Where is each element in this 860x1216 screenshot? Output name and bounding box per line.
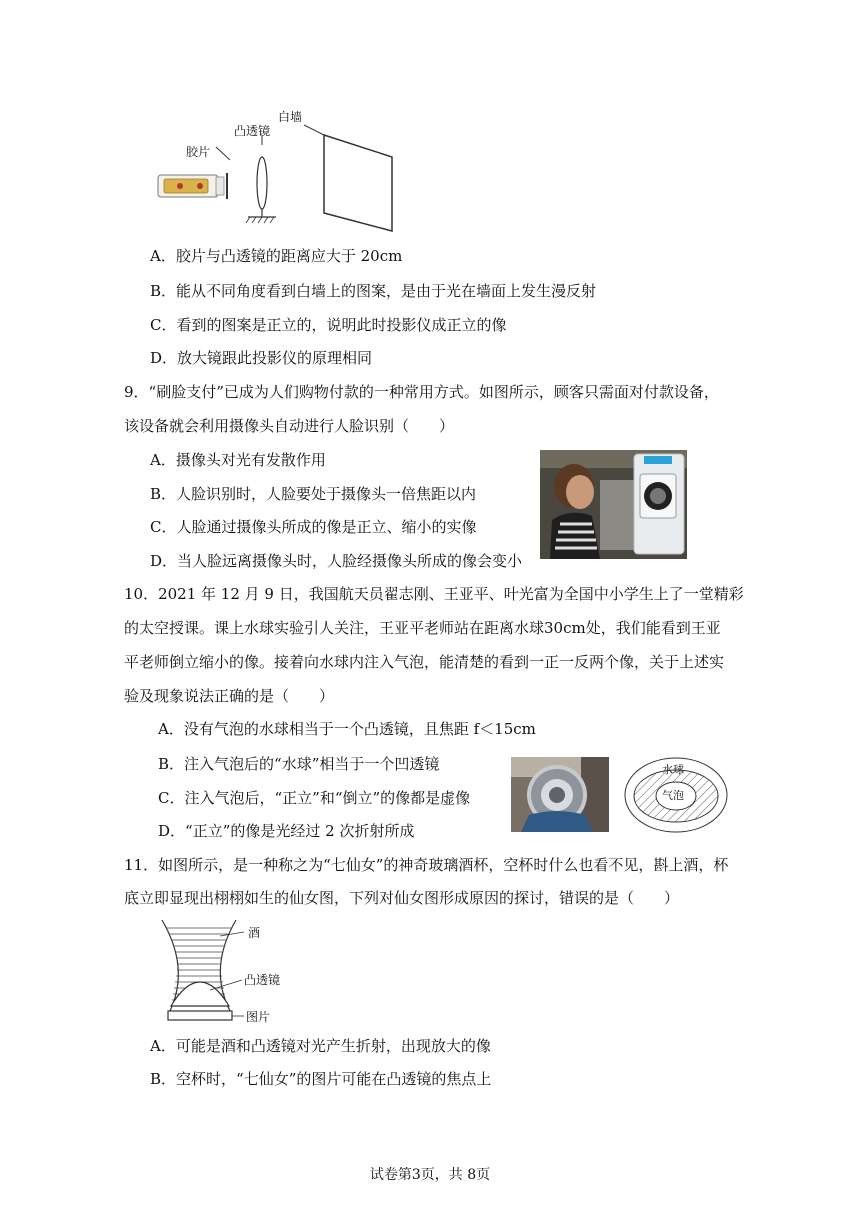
projector-diagram <box>150 105 400 235</box>
q10-stem-line4: 验及现象说法正确的是（ ） <box>124 687 335 705</box>
picture-label: 图片 <box>246 1010 271 1024</box>
water-ball-label: 水球 <box>662 763 684 776</box>
wine-glass-figure <box>160 918 300 1028</box>
q11-option-b: B．空杯时，“七仙女”的图片可能在凸透镜的焦点上 <box>150 1070 492 1088</box>
water-ball-photo <box>511 757 609 832</box>
q10-stem-line3: 平老师倒立缩小的像。接着向水球内注入气泡，能清楚的看到一正一反两个像，关于上述实 <box>124 653 725 671</box>
water-ball-illustration <box>511 757 609 832</box>
q10-stem-line1: 10．2021 年 12 月 9 日，我国航天员翟志刚、王亚平、叶光富为全国中小学生上了一堂精彩 <box>124 585 744 603</box>
q8-option-b: B．能从不同角度看到白墙上的图案，是由于光在墙面上发生漫反射 <box>150 282 597 300</box>
q10-stem-line2: 的太空授课。课上水球实验引人关注，王亚平老师站在距离水球30cm处，我们能看到王亚 <box>124 619 721 637</box>
q9-option-c: C．人脸通过摄像头所成的像是正立、缩小的实像 <box>150 518 477 536</box>
page-footer: 试卷第3页，共 8页 <box>369 1167 491 1183</box>
q10-option-c: C．注入气泡后，“正立”和“倒立”的像都是虚像 <box>158 789 471 807</box>
q9-option-d: D．当人脸远离摄像头时，人脸经摄像头所成的像会变小 <box>150 552 523 570</box>
wine-label: 酒 <box>248 926 261 940</box>
q11-stem-line2: 底立即显现出栩栩如生的仙女图，下列对仙女图形成原因的探讨，错误的是（ ） <box>124 889 680 907</box>
bubble-label: 气泡 <box>662 789 684 802</box>
convex-lens-label: 凸透镜 <box>244 973 281 987</box>
q11-option-a: A．可能是酒和凸透镜对光产生折射，出现放大的像 <box>150 1037 491 1055</box>
wall-label: 白墙 <box>278 110 303 124</box>
q10-option-b: B．注入气泡后的“水球”相当于一个凹透镜 <box>158 755 440 773</box>
q9-stem-line2: 该设备就会利用摄像头自动进行人脸识别（ ） <box>124 417 455 435</box>
film-label: 胶片 <box>186 145 211 159</box>
q10-option-a: A．没有气泡的水球相当于一个凸透镜，且焦距 f＜15cm <box>158 720 536 738</box>
projector-figure <box>150 105 400 235</box>
q10-option-d: D．“正立”的像是光经过 2 次折射所成 <box>158 822 415 840</box>
q11-stem-line1: 11．如图所示，是一种称之为“七仙女”的神奇玻璃酒杯，空杯时什么也看不见，斟上酒，杯 <box>124 856 729 874</box>
face-payment-illustration <box>540 450 687 559</box>
q9-stem-line1: 9．“刷脸支付”已成为人们购物付款的一种常用方式。如图所示，顾客只需面对付款设备， <box>124 383 719 401</box>
q9-option-b: B．人脸识别时，人脸要处于摄像头一倍焦距以内 <box>150 485 477 503</box>
q8-option-a: A．胶片与凸透镜的距离应大于 20cm <box>150 247 403 265</box>
lens-label: 凸透镜 <box>234 124 271 138</box>
q8-option-c: C．看到的图案是正立的，说明此时投影仪成正立的像 <box>150 316 507 334</box>
bubble-diagram <box>622 756 730 834</box>
face-payment-photo <box>540 450 687 559</box>
q9-option-a: A．摄像头对光有发散作用 <box>150 451 326 469</box>
q8-option-d: D．放大镜跟此投影仪的原理相同 <box>150 349 373 367</box>
